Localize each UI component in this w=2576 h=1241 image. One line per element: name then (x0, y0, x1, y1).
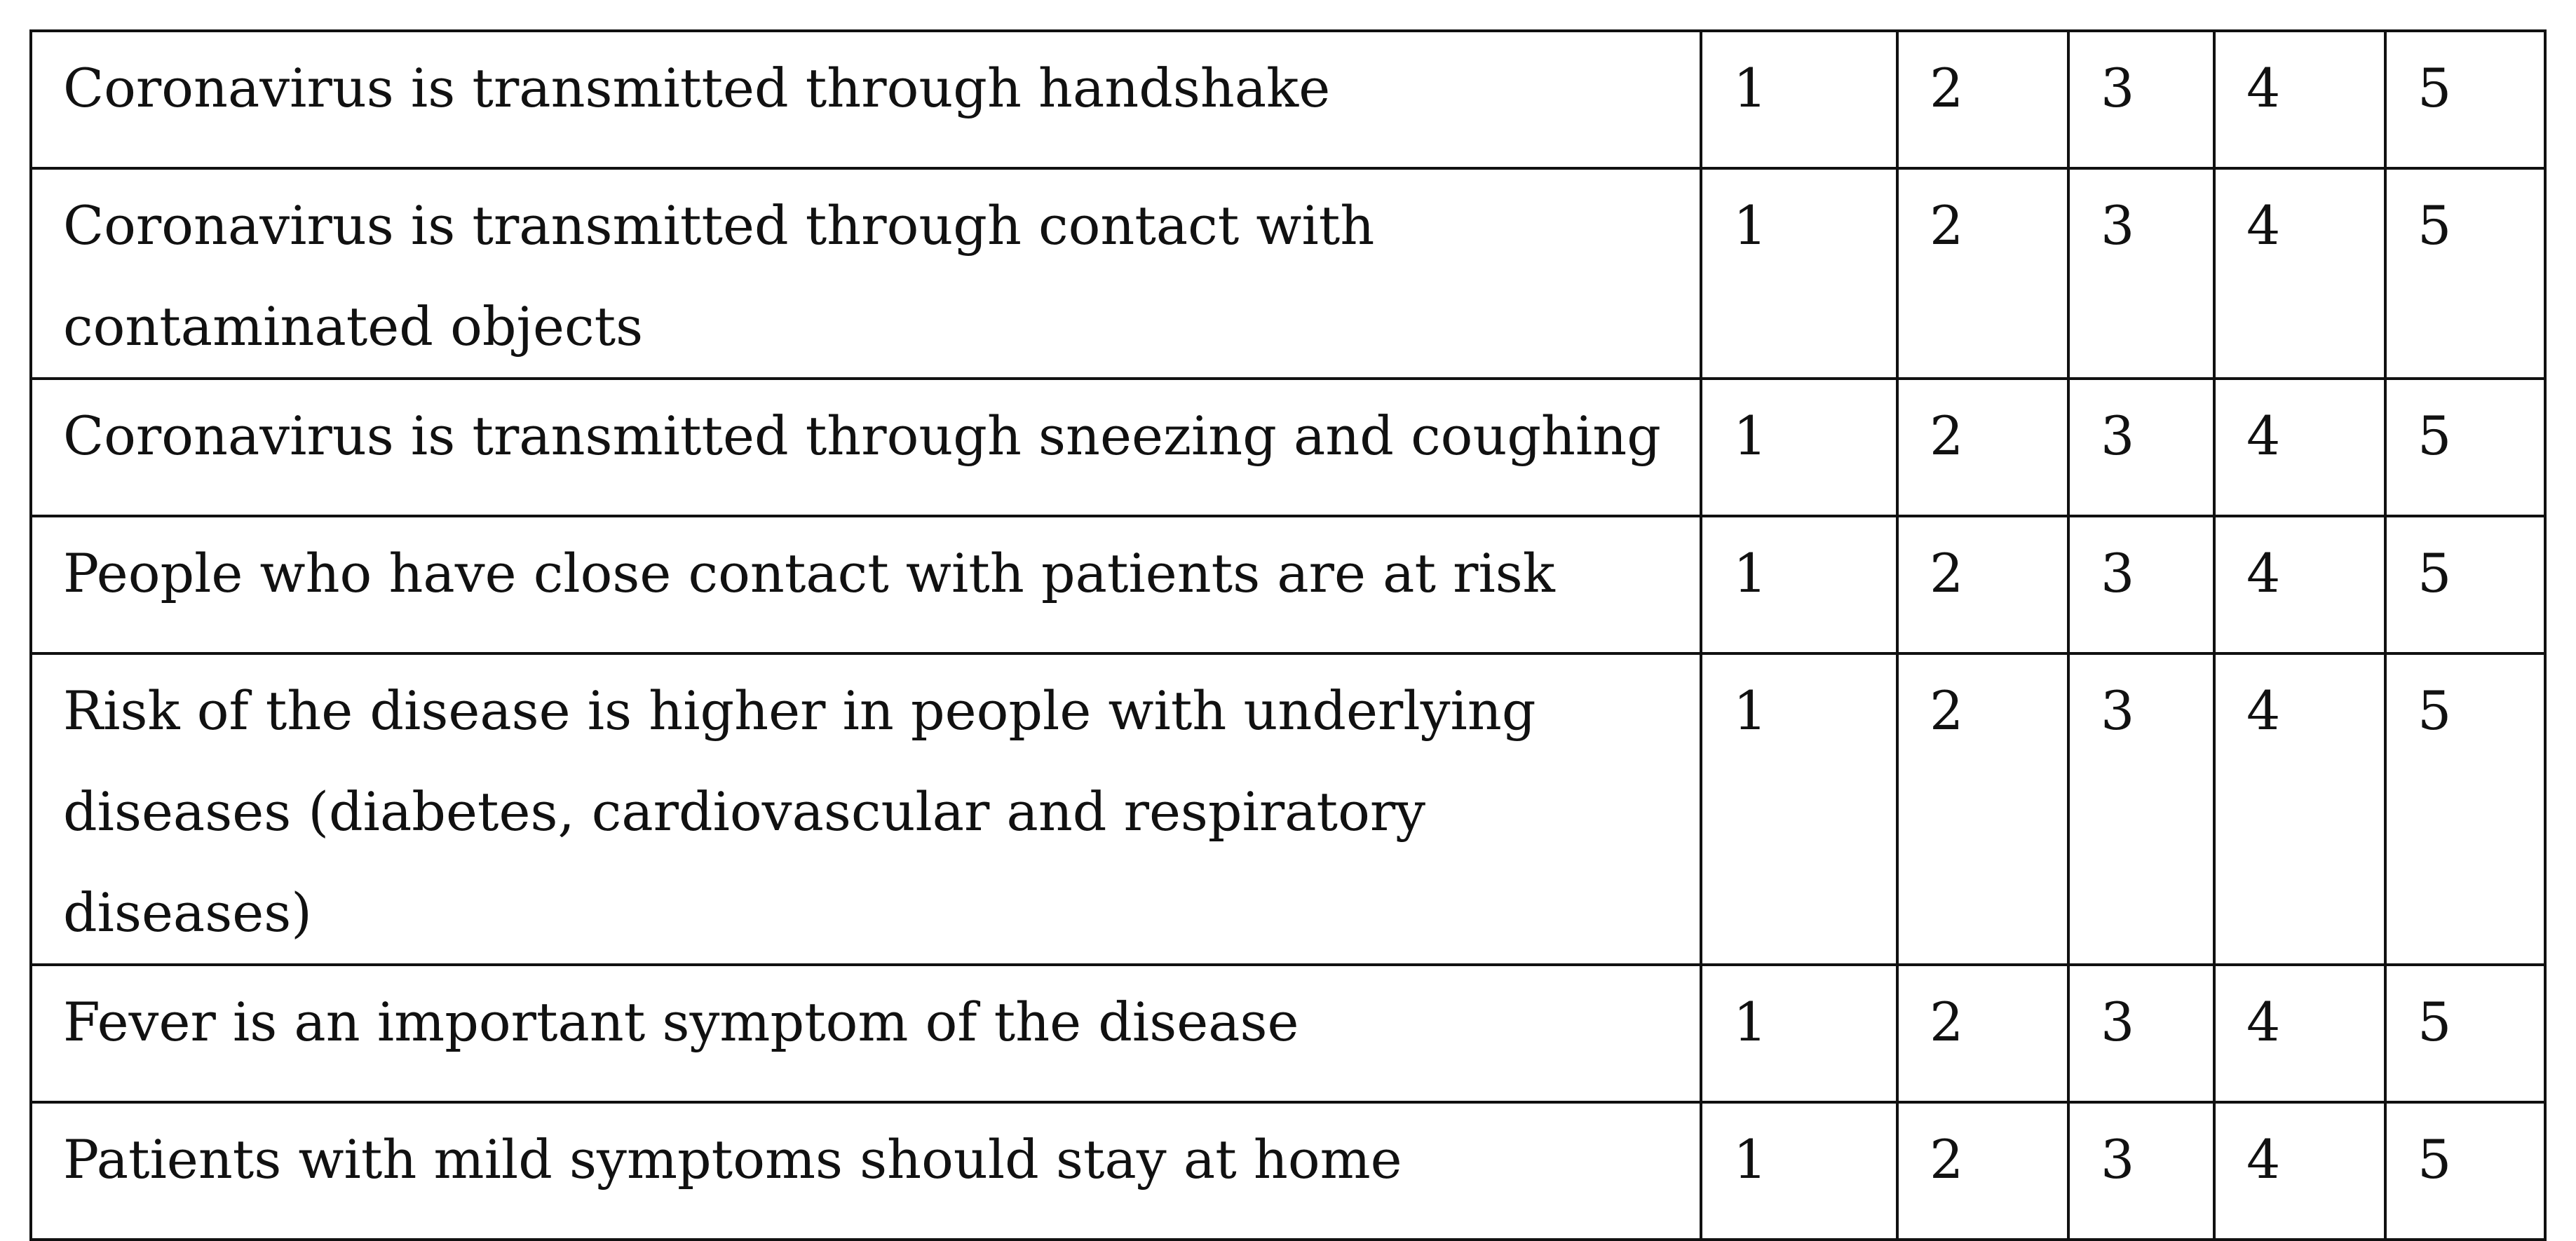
rating-option-label: 2 (1930, 405, 1964, 467)
rating-option-2 (1897, 379, 2068, 516)
rating-option-label: 5 (2418, 991, 2452, 1053)
table-row (31, 653, 2545, 965)
statement-text: Patients with mild symptoms should stay at home (63, 1128, 1402, 1191)
rating-option-4 (2214, 653, 2385, 965)
rating-option-2 (1897, 31, 2068, 168)
rating-option-4 (2214, 516, 2385, 653)
rating-option-4 (2214, 168, 2385, 379)
table-row (31, 379, 2545, 516)
rating-option-label: 4 (2246, 991, 2281, 1053)
rating-option-5 (2385, 168, 2545, 379)
rating-option-2 (1897, 516, 2068, 653)
statement-text: Coronavirus is transmitted through handshake (63, 57, 1331, 119)
rating-option-label: 4 (2246, 1128, 2281, 1191)
rating-option-3 (2068, 379, 2214, 516)
rating-option-label: 2 (1930, 542, 1964, 604)
statement-text: Coronavirus is transmitted through contact with contaminated objects (63, 194, 1375, 358)
rating-option-2 (1897, 168, 2068, 379)
rating-option-2 (1897, 653, 2068, 965)
statement-cell (31, 1102, 1701, 1240)
rating-option-1 (1701, 965, 1897, 1102)
rating-option-label: 4 (2246, 679, 2281, 742)
rating-option-label: 3 (2101, 542, 2135, 604)
rating-option-label: 5 (2418, 405, 2452, 467)
rating-option-label: 2 (1930, 194, 1964, 257)
rating-option-label: 2 (1930, 57, 1964, 119)
rating-option-5 (2385, 516, 2545, 653)
statement-text: Coronavirus is transmitted through sneezing and coughing (63, 405, 1661, 467)
statement-text: People who have close contact with patients are at risk (63, 542, 1555, 604)
table-row (31, 1102, 2545, 1240)
rating-option-label: 1 (1733, 679, 1768, 742)
statement-text: Fever is an important symptom of the disease (63, 991, 1299, 1053)
rating-option-4 (2214, 31, 2385, 168)
rating-option-label: 4 (2246, 194, 2281, 257)
rating-option-label: 1 (1733, 991, 1768, 1053)
statement-cell (31, 379, 1701, 516)
rating-option-label: 5 (2418, 679, 2452, 742)
rating-option-1 (1701, 168, 1897, 379)
rating-option-2 (1897, 965, 2068, 1102)
rating-option-1 (1701, 1102, 1897, 1240)
rating-option-label: 3 (2101, 405, 2135, 467)
rating-option-label: 5 (2418, 1128, 2452, 1191)
statement-cell (31, 31, 1701, 168)
rating-option-label: 1 (1733, 1128, 1768, 1191)
rating-option-1 (1701, 516, 1897, 653)
rating-option-label: 3 (2101, 679, 2135, 742)
likert-scale-table (29, 29, 2547, 1241)
rating-option-2 (1897, 1102, 2068, 1240)
rating-option-4 (2214, 965, 2385, 1102)
rating-option-3 (2068, 31, 2214, 168)
rating-option-label: 5 (2418, 542, 2452, 604)
rating-option-3 (2068, 653, 2214, 965)
rating-option-1 (1701, 31, 1897, 168)
rating-option-label: 4 (2246, 405, 2281, 467)
rating-option-label: 3 (2101, 57, 2135, 119)
rating-option-label: 2 (1930, 679, 1964, 742)
rating-option-label: 4 (2246, 542, 2281, 604)
rating-option-1 (1701, 653, 1897, 965)
rating-option-label: 3 (2101, 1128, 2135, 1191)
table-row (31, 516, 2545, 653)
statement-text: Risk of the disease is higher in people with underlying diseases (diabetes, cardiovascular and respiratory diseases) (63, 679, 1536, 944)
rating-option-5 (2385, 379, 2545, 516)
table-row (31, 31, 2545, 168)
table-row (31, 965, 2545, 1102)
statement-cell (31, 653, 1701, 965)
rating-option-label: 2 (1930, 1128, 1964, 1191)
rating-option-5 (2385, 31, 2545, 168)
rating-option-label: 1 (1733, 542, 1768, 604)
table-row (31, 168, 2545, 379)
rating-option-label: 2 (1930, 991, 1964, 1053)
rating-option-label: 1 (1733, 57, 1768, 119)
rating-option-1 (1701, 379, 1897, 516)
rating-option-label: 3 (2101, 991, 2135, 1053)
rating-option-3 (2068, 168, 2214, 379)
rating-option-4 (2214, 379, 2385, 516)
statement-cell (31, 168, 1701, 379)
rating-option-5 (2385, 1102, 2545, 1240)
rating-option-5 (2385, 653, 2545, 965)
statement-cell (31, 516, 1701, 653)
rating-option-label: 5 (2418, 194, 2452, 257)
table-body (31, 31, 2545, 1240)
rating-option-label: 3 (2101, 194, 2135, 257)
rating-option-label: 1 (1733, 194, 1768, 257)
rating-option-3 (2068, 965, 2214, 1102)
rating-option-5 (2385, 965, 2545, 1102)
rating-option-3 (2068, 516, 2214, 653)
rating-option-4 (2214, 1102, 2385, 1240)
rating-option-label: 4 (2246, 57, 2281, 119)
rating-option-3 (2068, 1102, 2214, 1240)
rating-option-label: 1 (1733, 405, 1768, 467)
statement-cell (31, 965, 1701, 1102)
rating-option-label: 5 (2418, 57, 2452, 119)
